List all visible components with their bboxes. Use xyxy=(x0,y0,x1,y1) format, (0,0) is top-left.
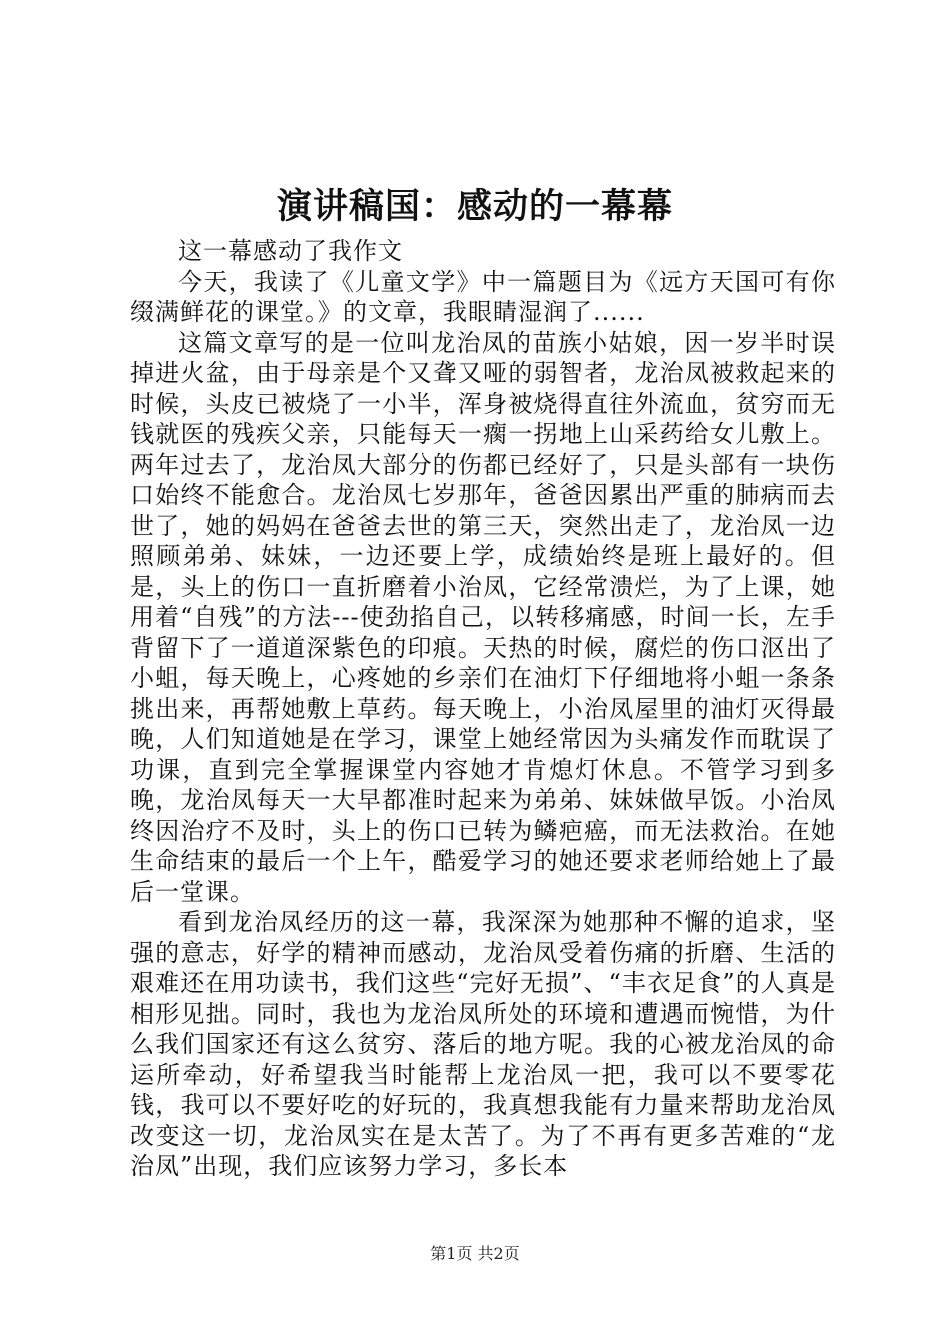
page-footer: 第1页 共2页 xyxy=(430,1244,520,1263)
paragraph-reflection: 看到龙治凤经历的这一幕，我深深为她那种不懈的追求，坚强的意志，好学的精神而感动，龙治凤受着伤痛的折磨、生活的艰难还在用功读书，我们这些“完好无损”、“丰衣足食”的人真是相形见拙。同时，我也为龙治凤所处的环境和遭遇而惋惜，为什么我们国家还有这么贫穷、落后的地方呢。我的心被龙治凤的命运所牵动，好希望我当时能帮上龙治凤一把，我可以不要零花钱，我可以不要好吃的好玩的，我真想我能有力量来帮助龙治凤改变这一切，龙治凤实在是太苦了。为了不再有更多苦难的“龙治凤”出现，我们应该努力学习，多长本 xyxy=(130,908,836,1180)
document-body xyxy=(130,236,836,1182)
document-title: 演讲稿国：感动的一幕幕 xyxy=(276,186,673,227)
paragraph-story: 这篇文章写的是一位叫龙治凤的苗族小姑娘，因一岁半时误掉进火盆，由于母亲是个又聋又哑的弱智者，龙治凤被救起来的时候，头皮已被烧了一小半，浑身被烧得直往外流血，贫穷而无钱就医的残疾父亲，只能每天一瘸一拐地上山采药给女儿敷上。两年过去了，龙治凤大部分的伤都已经好了，只是头部有一块伤口始终不能愈合。龙治凤七岁那年，爸爸因累出严重的肺病而去世了，她的妈妈在爸爸去世的第三天，突然出走了，龙治凤一边照顾弟弟、妹妹，一边还要上学，成绩始终是班上最好的。但是，头上的伤口一直折磨着小治凤，它经常溃烂，为了上课，她用着“自残”的方法---使劲掐自己，以转移痛感，时间一长，左手背留下了一道道深紫色的印痕。天热的时候，腐烂的伤口沤出了小蛆，每天晚上，心疼她的乡亲们在油灯下仔细地将小蛆一条条挑出来，再帮她敷上草药。每天晚上，小治凤屋里的油灯灭得最晚，人们知道她是在学习，课堂上她经常因为头痛发作而耽误了功课，直到完全掌握课堂内容她才肯熄灯休息。不管学习到多晚，龙治凤每天一大早都准时起来为弟弟、妹妹做早饭。小治凤终因治疗不及时，头上的伤口已转为鳞疤癌，而无法救治。在她生命结束的最后一个上午，酷爱学习的她还要求老师给她上了最后一堂课。 xyxy=(130,328,836,906)
paragraph-subtitle: 这一幕感动了我作文 xyxy=(178,237,403,265)
paragraph-intro: 今天，我读了《儿童文学》中一篇题目为《远方天国可有你缀满鲜花的课堂。》的文章，我眼睛湿润了...... xyxy=(130,267,836,326)
